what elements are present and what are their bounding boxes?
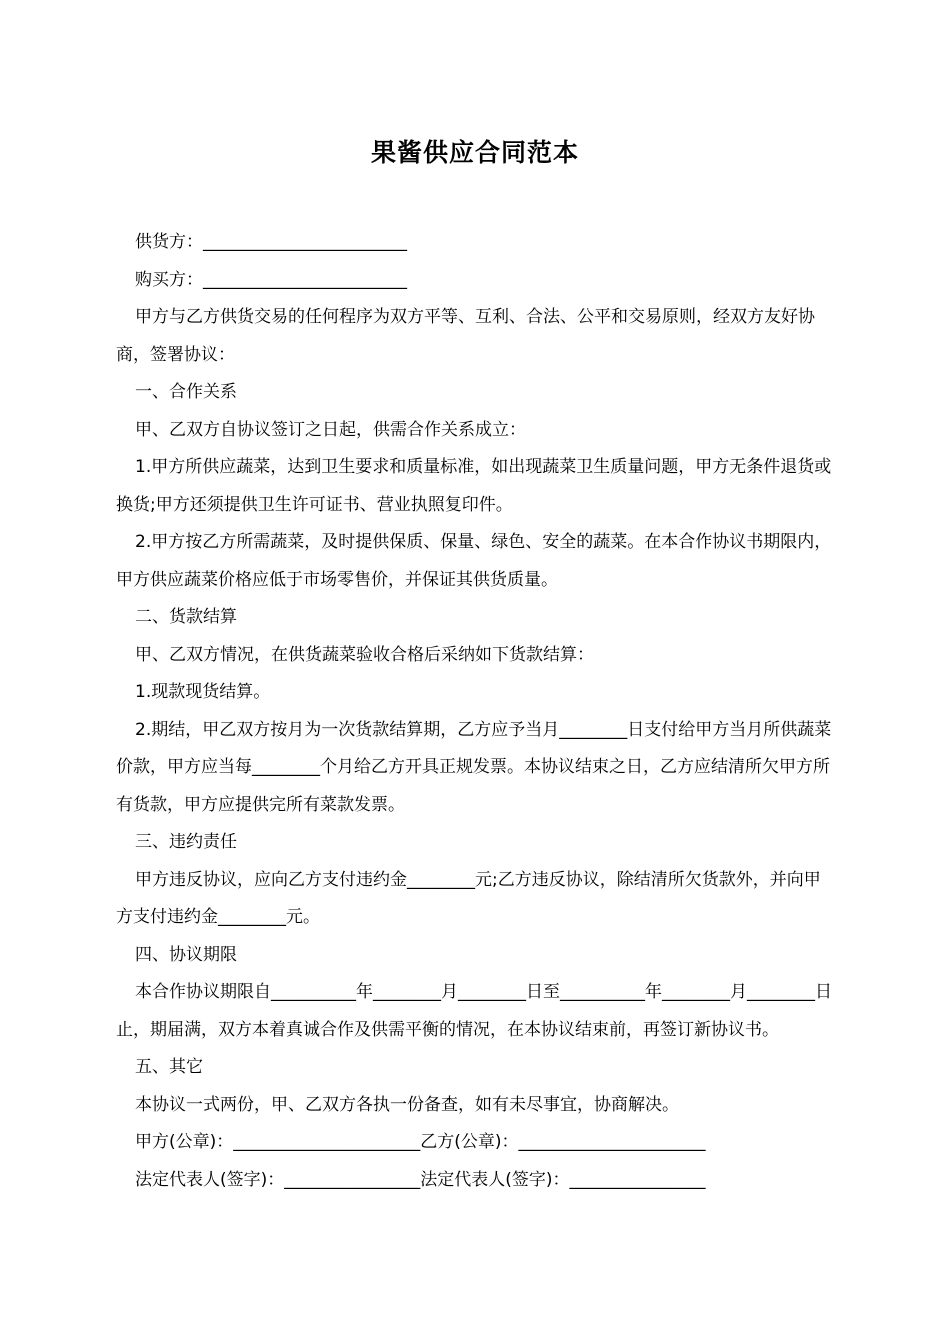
intro-paragraph: 甲方与乙方供货交易的任何程序为双方平等、互利、合法、公平和交易原则，经双方友好协商，签署协议： (116, 307, 815, 365)
paragraph: 本合作协议期限自__________年________月________日至__________年________月________日止，期届满，双方本着真诚合作及供需平衡的情况，在本协议结束前，再签订新协议书。 (116, 982, 832, 1040)
paragraph: 本协议一式两份，甲、乙双方各执一份备查，如有未尽事宜，协商解决。 (135, 1094, 679, 1115)
section-heading: 四、协议期限 (135, 944, 237, 965)
paragraph: 甲、乙双方情况，在供货蔬菜验收合格后采纳如下货款结算： (135, 644, 594, 665)
signature-line: 法定代表人(签字)：________________法定代表人(签字)：________________ (135, 1169, 706, 1190)
section-heading: 一、合作关系 (135, 382, 237, 402)
section-heading: 三、违约责任 (135, 832, 237, 852)
paragraph: 2.期结，甲乙双方按月为一次货款结算期，乙方应予当月________日支付给甲方当月所供蔬菜价款，甲方应当每________个月给乙方开具正规发票。本协议结束之日，乙方应结清所欠甲方所有货款，甲方应提供完所有菜款发票。 (116, 719, 832, 815)
document-body (116, 224, 836, 1199)
paragraph: 2.甲方按乙方所需蔬菜，及时提供保质、保量、绿色、安全的蔬菜。在本合作协议书期限内，甲方供应蔬菜价格应低于市场零售价，并保证其供货质量。 (116, 532, 832, 590)
paragraph: 甲方违反协议，应向乙方支付违约金________元;乙方违反协议，除结清所欠货款外，并向甲方支付违约金________元。 (116, 869, 821, 927)
supplier-line: 供货方：________________________ (135, 232, 407, 252)
party-seal-line: 甲方(公章)：______________________乙方(公章)：______________________ (135, 1132, 706, 1152)
section-heading: 五、其它 (135, 1057, 203, 1077)
buyer-line: 购买方：________________________ (135, 269, 407, 290)
paragraph: 1.现款现货结算。 (135, 682, 271, 702)
paragraph: 甲、乙双方自协议签订之日起，供需合作关系成立： (135, 419, 526, 440)
paragraph: 1.甲方所供应蔬菜，达到卫生要求和质量标准，如出现蔬菜卫生质量问题，甲方无条件退货或换货;甲方还须提供卫生许可证书、营业执照复印件。 (116, 457, 832, 515)
section-heading: 二、货款结算 (135, 607, 237, 627)
document-title: 果酱供应合同范本 (370, 138, 579, 167)
